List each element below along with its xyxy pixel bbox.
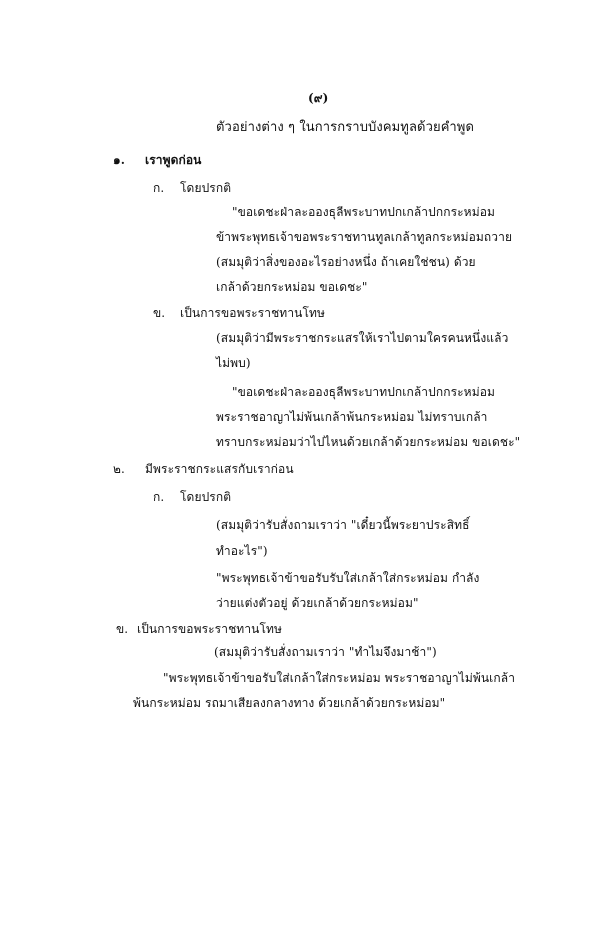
paragraph-line: พระราชอาญาไม่พ้นเกล้าพ้นกระหม่อม ไม่ทราบเกล้า — [216, 410, 488, 424]
page-title: ตัวอย่างต่าง ๆ ในการกราบบังคมทูลด้วยคำพูด — [216, 120, 475, 135]
section-2b-label: ข. — [116, 622, 129, 636]
paragraph-line: ว่ายแต่งตัวอยู่ ด้วยเกล้าด้วยกระหม่อม" — [216, 596, 419, 610]
section-2-number: ๒. — [113, 462, 125, 476]
paragraph-line: ข้าพระพุทธเจ้าขอพระราชทานทูลเกล้าทูลกระหม่อมถวาย — [216, 230, 513, 244]
paragraph-line: เกล้าด้วยกระหม่อม ขอเดชะ" — [216, 280, 368, 294]
paragraph-line: "พระพุทธเจ้าข้าขอรับรับใส่เกล้าใส่กระหม่อม กำลัง — [216, 571, 480, 585]
section-2a-heading: โดยปรกติ — [180, 490, 232, 504]
paragraph-line: "พระพุทธเจ้าข้าขอรับใส่เกล้าใส่กระหม่อม พระราชอาญาไม่พ้นเกล้า — [163, 671, 516, 685]
section-2a-label: ก. — [153, 490, 165, 504]
paragraph-line: (สมมุติว่ามีพระราชกระแสรให้เราไปตามใครคนหนึ่งแล้ว — [216, 331, 509, 345]
paragraph-line: ไม่พบ) — [216, 356, 251, 370]
section-1-number: ๑. — [113, 153, 125, 167]
section-1-heading: เราพูดก่อน — [145, 153, 202, 167]
section-2b-heading: เป็นการขอพระราชทานโทษ — [137, 622, 283, 636]
paragraph-line: "ขอเดชะฝ่าละอองธุลีพระบาทปกเกล้าปกกระหม่อม — [232, 205, 496, 219]
paragraph-line: ทราบกระหม่อมว่าไปไหนด้วยเกล้าด้วยกระหม่อม ขอเดชะ" — [216, 435, 521, 449]
section-1b-heading: เป็นการขอพระราชทานโทษ — [180, 306, 326, 320]
section-1a-label: ก. — [153, 181, 165, 195]
paragraph-line: (สมมุติว่ารับสั่งถามเราว่า "ทำไมจึงมาช้า") — [214, 645, 437, 659]
paragraph-line: ทำอะไร") — [216, 544, 268, 558]
page-number: (๙) — [308, 91, 329, 105]
section-2-heading: มีพระราชกระแสรกับเราก่อน — [145, 462, 294, 476]
paragraph-line: (สมมุติว่าสิ่งของอะไรอย่างหนึ่ง ถ้าเคยใช่ชน) ด้วย — [216, 255, 476, 269]
section-1b-label: ข. — [153, 306, 166, 320]
paragraph-line: พ้นกระหม่อม รถมาเสียลงกลางทาง ด้วยเกล้าด้วยกระหม่อม" — [133, 696, 446, 710]
paragraph-line: "ขอเดชะฝ่าละอองธุลีพระบาทปกเกล้าปกกระหม่อม — [232, 385, 496, 399]
section-1a-heading: โดยปรกติ — [180, 181, 232, 195]
paragraph-line: (สมมุติว่ารับสั่งถามเราว่า "เดี๋ยวนี้พระยาประสิทธิ์ — [216, 518, 470, 532]
